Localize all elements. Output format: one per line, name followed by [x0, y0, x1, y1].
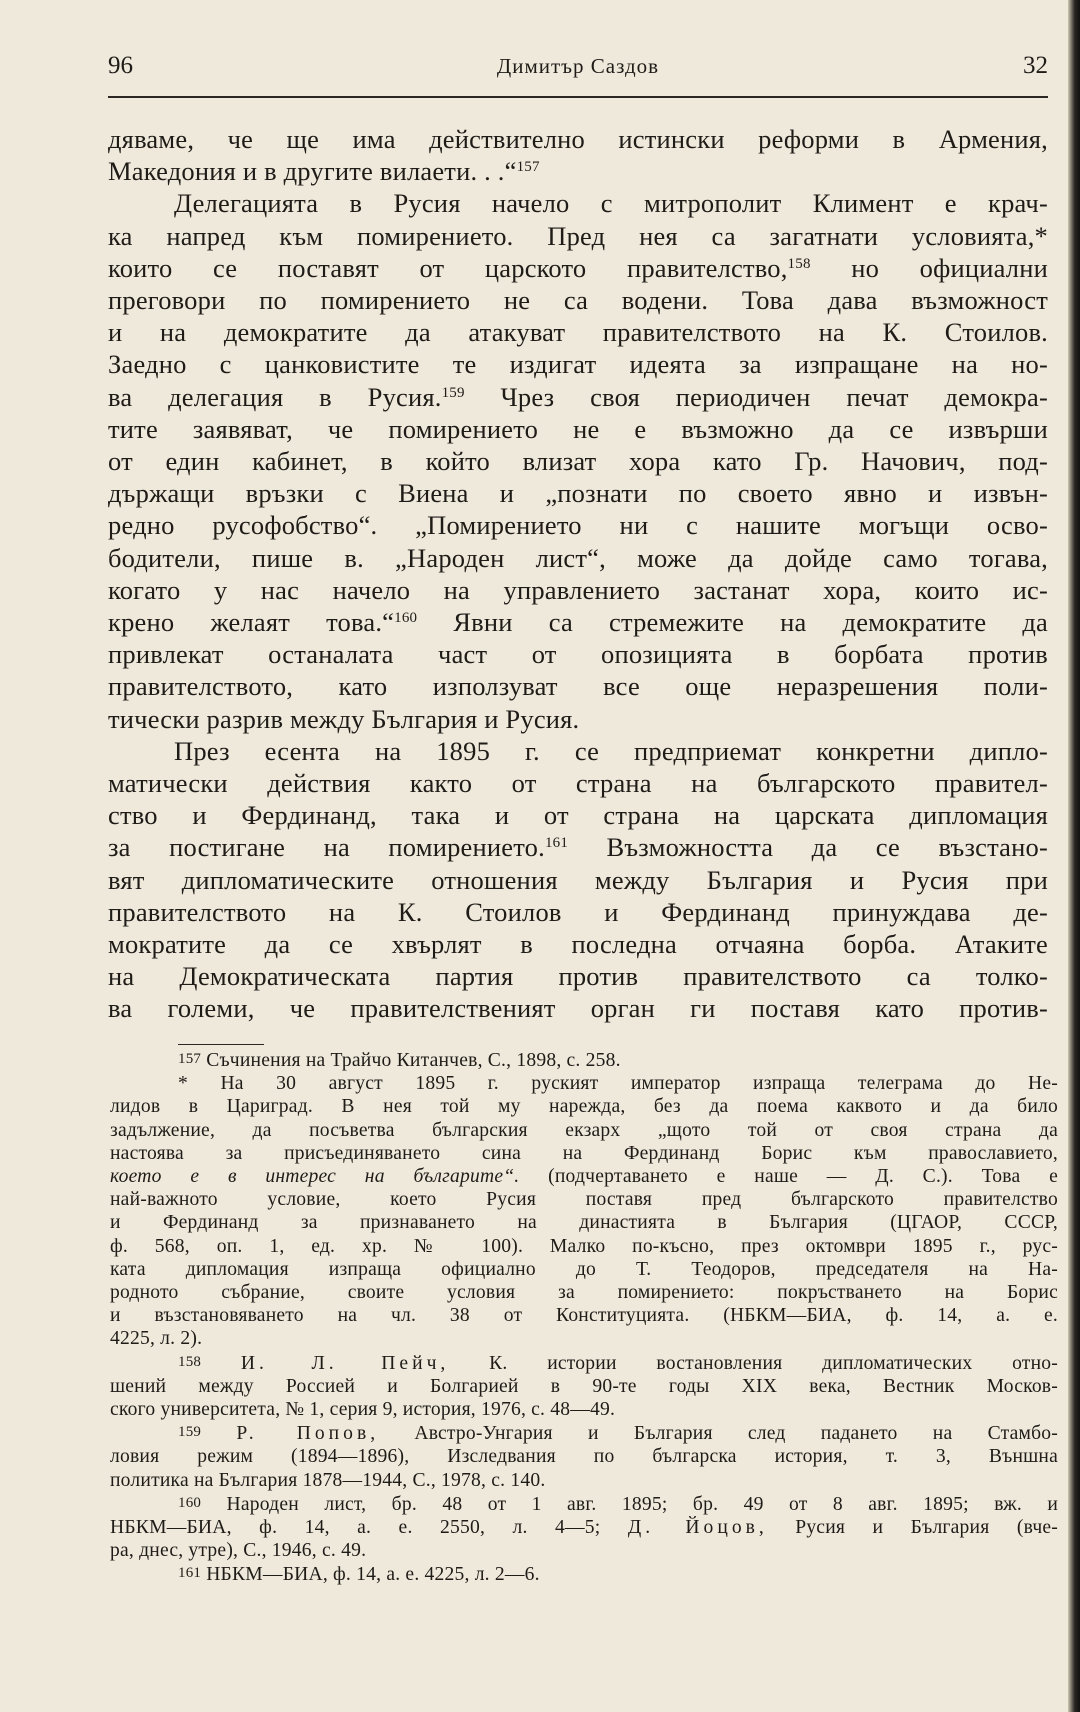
footnote-line: ского университета, № 1, серия 9, история, 1976, с. 48—49.	[110, 1399, 616, 1421]
text-line: мократите да се хвърлят в последна отчаяна борба. Атаките	[108, 929, 1048, 960]
footnotes	[110, 1048, 1058, 1587]
footnote-ref-157[interactable]: 157	[516, 159, 540, 176]
footnote-line: 4225, л. 2).	[110, 1328, 203, 1350]
footnote-ref-159[interactable]: 159	[441, 384, 465, 401]
text-line: за постигане на помирението.$^{161}$ Възможността да се възстано-	[108, 832, 1049, 863]
footnote-ref-161[interactable]: 161	[544, 835, 569, 852]
text-line: дяваме, че ще има действително истински реформи в Армения,	[108, 124, 1048, 154]
footnote-160: 160 Народен лист, бр. 48 от 1 авг. 1895; бр. 49 от 8 авг. 1895; вж. и	[178, 1493, 1058, 1515]
text-line: правителството на К. Стоилов и Фердинанд принуждава де-	[108, 896, 1048, 927]
running-title: Димитър Саздов	[496, 54, 660, 78]
footnote-line: лидов в Цариград. В нея той му нарежда, без да поема каквото и да било	[110, 1096, 1058, 1118]
main-text	[108, 123, 1048, 1025]
footnote-line: ф. 568, оп. 1, ед. хр. № 100). Малко по-късно, през октомври 1895 г., рус-	[110, 1235, 1058, 1257]
footnote-line: шений между Россией и Болгарией в 90-те годы XIX века, Вестник Москов-	[110, 1375, 1058, 1397]
text-line: крено желаят това.“$^{160}$ Явни са стремежите на демократите да	[108, 607, 1049, 638]
footnote-line: което е в интерес на българите“. (подчертаването е наше — Д. С.). Това е	[110, 1166, 1059, 1188]
text-line: ство и Фердинанд, така и от страна на царската дипломация	[108, 800, 1048, 831]
footnote-line: ловия режим (1894—1896), Изследвания по българска история, т. 3, Външна	[110, 1446, 1058, 1468]
footnote-line: и възстановяването на чл. 38 от Конституцията. (НБКМ—БИА, ф. 14, а. е.	[110, 1305, 1058, 1327]
text-line: ва делегация в Русия.$^{159}$ Чрез своя периодичен печат демокра-	[108, 381, 1048, 412]
footnote-line: задължение, да посъветва българския екзарх „щото той от своя страна да	[110, 1119, 1058, 1141]
text-line: редно русофобство“. „Помирението ни с нашите могъщи осво-	[108, 510, 1048, 541]
footnote-line: ра, днес, утре), С., 1946, с. 49.	[110, 1540, 367, 1562]
text-line: ка напред към помирението. Пред нея са загатнати условията,*	[108, 220, 1048, 251]
footnote-ref-160[interactable]: 160	[394, 610, 418, 627]
footnote-158: 158 И. Л. Пейч, К. истории востановления дипломатических отно-	[178, 1352, 1058, 1374]
footnote-ref-158[interactable]: 158	[787, 255, 811, 272]
footnote-line: НБКМ—БИА, ф. 14, а. е. 2550, л. 4—5; Д. Йоцов, Русия и България (вче-	[110, 1517, 1058, 1539]
text-line: от един кабинет, в който влизат хора като Гр. Начович, под-	[108, 446, 1048, 477]
text-line: когато у нас начело на управлението застанат хора, които ис-	[108, 574, 1048, 605]
text-line: През есента на 1895 г. се предприемат конкретни дипло-	[174, 735, 1048, 766]
text-line: тите заявяват, че помирението не е възможно да се извърши	[108, 413, 1048, 444]
running-header	[108, 46, 1048, 86]
text-line: тически разрив между България и Русия.	[108, 703, 580, 734]
text-line: правителството, като използуват все още неразрешения поли-	[108, 671, 1048, 702]
header-rule	[108, 96, 1048, 98]
chapter-number: 32	[1023, 52, 1048, 79]
text-line: ва големи, че правителственият орган ги поставя като против-	[108, 993, 1048, 1024]
footnote-line: политика на България 1878—1944, С., 1978, с. 140.	[110, 1469, 546, 1491]
text-line: преговори по помирението не са водени. Това дава възможност	[108, 285, 1048, 316]
text-line: Делегацията в Русия начело с митрополит Климент е крач-	[174, 188, 1048, 219]
footnote-star: * На 30 август 1895 г. руският император изпраща телеграма до Не-	[178, 1073, 1058, 1095]
footnote-line: ката дипломация изпраща официално до Т. Теодоров, председателя на На-	[110, 1258, 1058, 1280]
text-line: бодители, пише в. „Народен лист“, може да дойде само тогава,	[108, 542, 1048, 573]
footnote-line: и Фердинанд за признаването на династията в България (ЦГАОР, СССР,	[110, 1212, 1058, 1234]
text-line: вят дипломатическите отношения между България и Русия при	[108, 864, 1048, 895]
footnote-rule	[178, 1044, 264, 1045]
footnote-157: 157 Съчинения на Трайчо Китанчев, С., 1898, с. 258.	[178, 1050, 621, 1071]
page-edge	[1068, 0, 1080, 1712]
text-line: и на демократите да атакуват правителството на К. Стоилов.	[108, 317, 1048, 348]
footnote-159: 159 Р. Попов, Австро-Унгария и България след падането на Стамбо-	[178, 1423, 1058, 1445]
text-line: на Демократическата партия против правителството са толко-	[108, 961, 1048, 992]
text-line: привлекат останалата част от опозицията в борбата против	[108, 639, 1048, 670]
text-line: Заедно с цанковистите те издигат идеята за изпращане на но-	[108, 349, 1048, 380]
page-number: 96	[108, 52, 133, 79]
text-line: Македония и в другите вилаети. . .“$^{157}$	[108, 156, 540, 187]
footnote-161: 161 НБКМ—БИА, ф. 14, а. е. 4225, л. 2—6.	[178, 1564, 540, 1586]
text-line: държащи връзки с Виена и „познати по своето явно и извън-	[108, 478, 1048, 509]
footnote-line: родното събрание, своите условия за помирението: покръстването на Борис	[110, 1282, 1058, 1304]
footnote-line: най-важното условие, което Русия поставя пред българското правителство	[110, 1189, 1058, 1211]
text-line: които се поставят от царското правителство,$^{158}$ но официални	[108, 252, 1048, 283]
footnote-line: настоява за присъединяването сина на Фердинанд Борис към православието,	[110, 1142, 1058, 1164]
text-line: матически действия както от страна на българското правител-	[108, 768, 1048, 799]
